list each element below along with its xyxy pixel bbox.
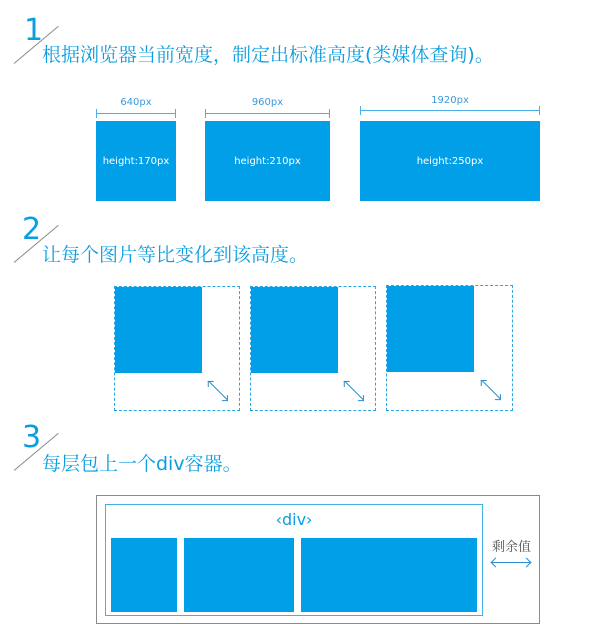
scaled-image-2 [251, 287, 338, 373]
step1-number: 1 [24, 13, 44, 48]
step2-number: 2 [22, 212, 42, 247]
width-label-960: 960px [251, 97, 284, 108]
width-label-640: 640px [120, 97, 152, 108]
row-image-1 [111, 538, 177, 612]
row-image-3 [301, 538, 477, 612]
remaining-label: 剩余值 [492, 540, 532, 555]
scaled-image-1 [115, 287, 202, 373]
height-box-170 [96, 121, 176, 201]
height-box-250 [360, 121, 540, 201]
height-label-210: height:210px [234, 155, 301, 167]
height-label-250: height:250px [416, 155, 484, 167]
step1-text: 根据浏览器当前宽度，制定出标准高度(类媒体查询)。 [42, 44, 494, 66]
height-box-210 [205, 121, 330, 201]
step3-text: 每层包上一个div容器。 [42, 453, 242, 475]
step2-text: 让每个图片等比变化到该高度。 [42, 244, 309, 266]
width-dimension-1920 [360, 110, 540, 111]
remaining-arrow [492, 562, 530, 563]
scaled-image-3 [387, 286, 474, 372]
step3-number: 3 [22, 420, 42, 455]
width-dimension-960 [205, 113, 330, 114]
row-image-2 [184, 538, 294, 612]
width-label-1920: 1920px [431, 95, 469, 106]
div-label: ‹div› [275, 510, 313, 529]
height-label-170: height:170px [102, 155, 170, 167]
width-dimension-640 [96, 113, 176, 114]
